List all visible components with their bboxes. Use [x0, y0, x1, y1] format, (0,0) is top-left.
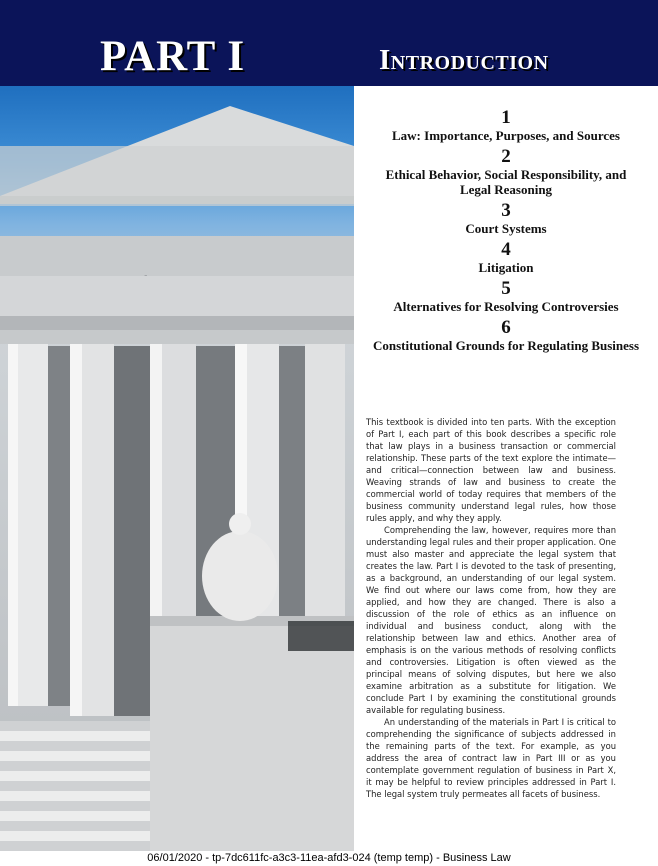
chapter-number: 4 [501, 239, 511, 260]
chapter-number: 1 [501, 107, 511, 128]
chapter-number: 2 [501, 146, 511, 167]
body-paragraph: An understanding of the materials in Part I is critical to comprehending the significance of subjects addressed in the remaining parts of the text. For example, as you address the area of contract law in Part III or as you contemplate government regulation of business in Part X, it may be helpful to review principles addressed in Part I. The legal system truly permeates all facets of business. [366, 717, 616, 799]
header-banner [0, 0, 658, 86]
chapter-list [354, 108, 658, 357]
chapter-item [354, 108, 658, 143]
chapter-number: 5 [501, 278, 511, 299]
chapter-item [354, 279, 658, 314]
chapter-title: Constitutional Grounds for Regulating Business [372, 338, 640, 353]
chapter-item [354, 147, 658, 197]
section-title: Introduction [379, 44, 549, 76]
chapter-title: Litigation [478, 260, 534, 275]
chapter-title: Ethical Behavior, Social Responsibility, and Legal Reasoning [385, 167, 627, 197]
page-footer: 06/01/2020 - tp-7dc611fc-a3c3-11ea-afd3-024 (temp temp) - Business Law [147, 852, 511, 864]
chapter-title: Court Systems [465, 221, 547, 236]
intro-body [366, 416, 616, 800]
chapter-number: 3 [501, 200, 511, 221]
chapter-number: 6 [501, 317, 511, 338]
chapter-item [354, 240, 658, 275]
chapter-title: Law: Importance, Purposes, and Sources [392, 128, 620, 143]
chapter-item [354, 201, 658, 236]
body-paragraph: Comprehending the law, however, requires more than understanding legal rules and their proper application. One must also master and appreciate the legal system that creates the law. Part I is devoted to the task of presenting, as a background, an understanding of our legal system. We find out where our laws come from, how they are applied, and how they are changed. There is also a discussion of the role of ethics as an influence on individual and business conduct, along with the relationship between law and ethics. Another area of emphasis is on the various methods of resolving conflicts and controversies. Litigation is often viewed as the principal means of solving disputes, but here we also examine arbitration as a substitute for litigation. We conclude Part I by examining the constitutional grounds available for regulating business. [366, 525, 616, 715]
part-label: PART I [100, 33, 246, 80]
chapter-title: Alternatives for Resolving Controversies [393, 299, 619, 314]
body-paragraph: This textbook is divided into ten parts. With the exception of Part I, each part of this book describes a specific role that law plays in a business transaction or commercial relationship. These parts of the text explore the intimate—and critical—connection between law and business. Weaving strands of law and business to create the commercial world of today requires that members of the business community understand legal rules, how those rules apply, and why they apply. [366, 417, 616, 523]
supreme-court-photo [0, 86, 354, 851]
chapter-item [354, 318, 658, 353]
